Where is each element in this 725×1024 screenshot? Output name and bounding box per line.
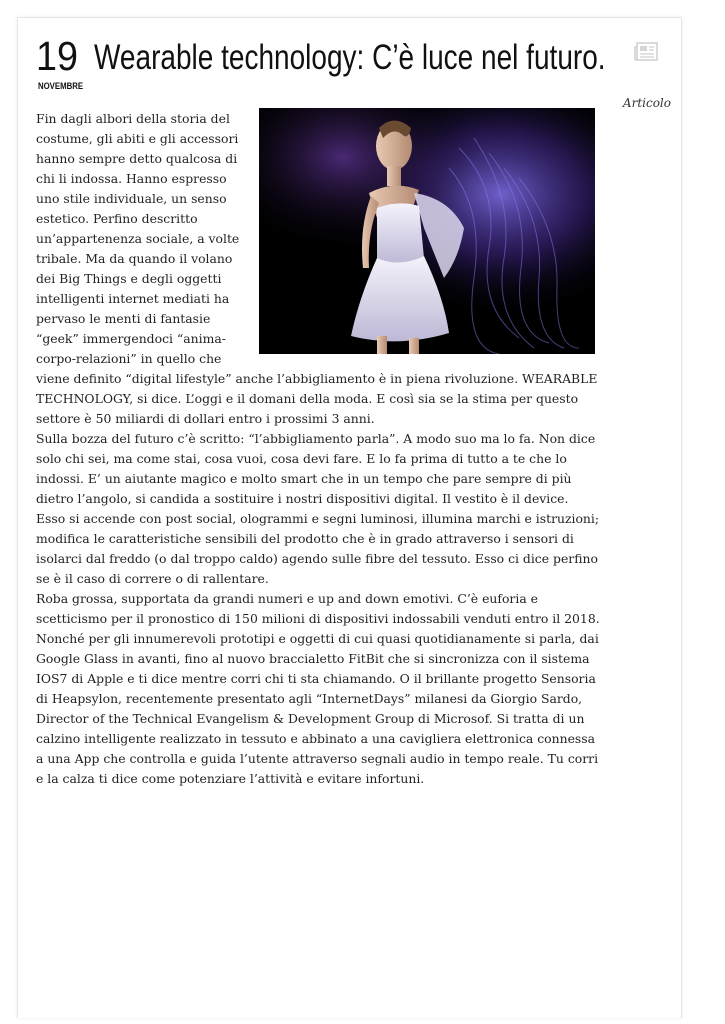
post-content <box>36 109 600 789</box>
post-date-day: 19 <box>36 33 78 79</box>
newspaper-icon <box>634 42 658 62</box>
post-category[interactable]: Articolo <box>622 96 671 110</box>
post-paragraph: Roba grossa, supportata da grandi numeri e up and down emotivi. C’è euforia e scetticismo per il pronostico di 150 milioni di dispositivi indossabili venduti entro il 2018. Nonché per gli innumerevoli prototipi e oggetti di cui quasi quotidianamente si parla, dai Google Glass in avanti, fino al nuovo braccialetto FitBit che si sincronizza con il sistema IOS7 di Apple e ti dice mentre corri chi ti sta chiamando. O il brillante progetto Sensoria di Heapsylon, recentemente presentato agli “InternetDays” milanesi da Giorgio Sardo, Director of the Technical Evangelism & Development Group di Microsof. Si tratta di un calzino intelligente realizzato in tessuto e abbinato a una cavigliera elettronica connessa a una App che controlla e guida l’utente attraverso segnali audio in tempo reale. Tu corri e la calza ti dice come potenziare l’attività e evitare infortuni. <box>36 591 600 786</box>
post-paragraph: Sulla bozza del futuro c’è scritto: “l’abbigliamento parla”. A modo suo ma lo fa. Non dice solo chi sei, ma come stai, cosa vuoi, cosa devi fare. E lo fa prima di tutto a te che lo indossi. E’ un aiutante magico e molto smart che in un tempo che pare sempre di più dietro l’angolo, si candida a sostituire i nostri dispositivi digital. Il vestito è il device. Esso si accende con post social, ologrammi e segni luminosi, illumina marchi e istruzioni; modifica le caratteristiche sensibili del prodotto che è in grado attraverso i sensori di isolarci dal freddo (o dal troppo caldo) agendo sulle fibre del tessuto. Esso ci dice perfino se è il caso di correre o di rallentare. <box>36 431 600 586</box>
post-date-month: NOVEMBRE <box>38 81 84 92</box>
post-paragraph: Fin dagli albori della storia del costume, gli abiti e gli accessori hanno sempre detto qualcosa di chi li indossa. Hanno espresso uno stile individuale, un senso estetico. Perfino descritto un’appartenenza sociale, a volte tribale. Ma da quando il volano dei Big Things e degli oggetti intelligenti internet mediati ha pervaso le menti di fantasie “geek” immergendoci “anima-corpo-relazioni” in quello che viene definito “digital lifestyle” anche l’abbigliamento è in piena rivoluzione. WEARABLE TECHNOLOGY, si dice. L’oggi e il domani della moda. E così sia se la stima per questo settore è 50 miliardi di dollari entro i prossimi 3 anni. <box>36 111 598 426</box>
post-title[interactable]: Wearable technology: C’è luce nel futuro. <box>94 38 606 77</box>
post-card <box>17 17 682 1018</box>
